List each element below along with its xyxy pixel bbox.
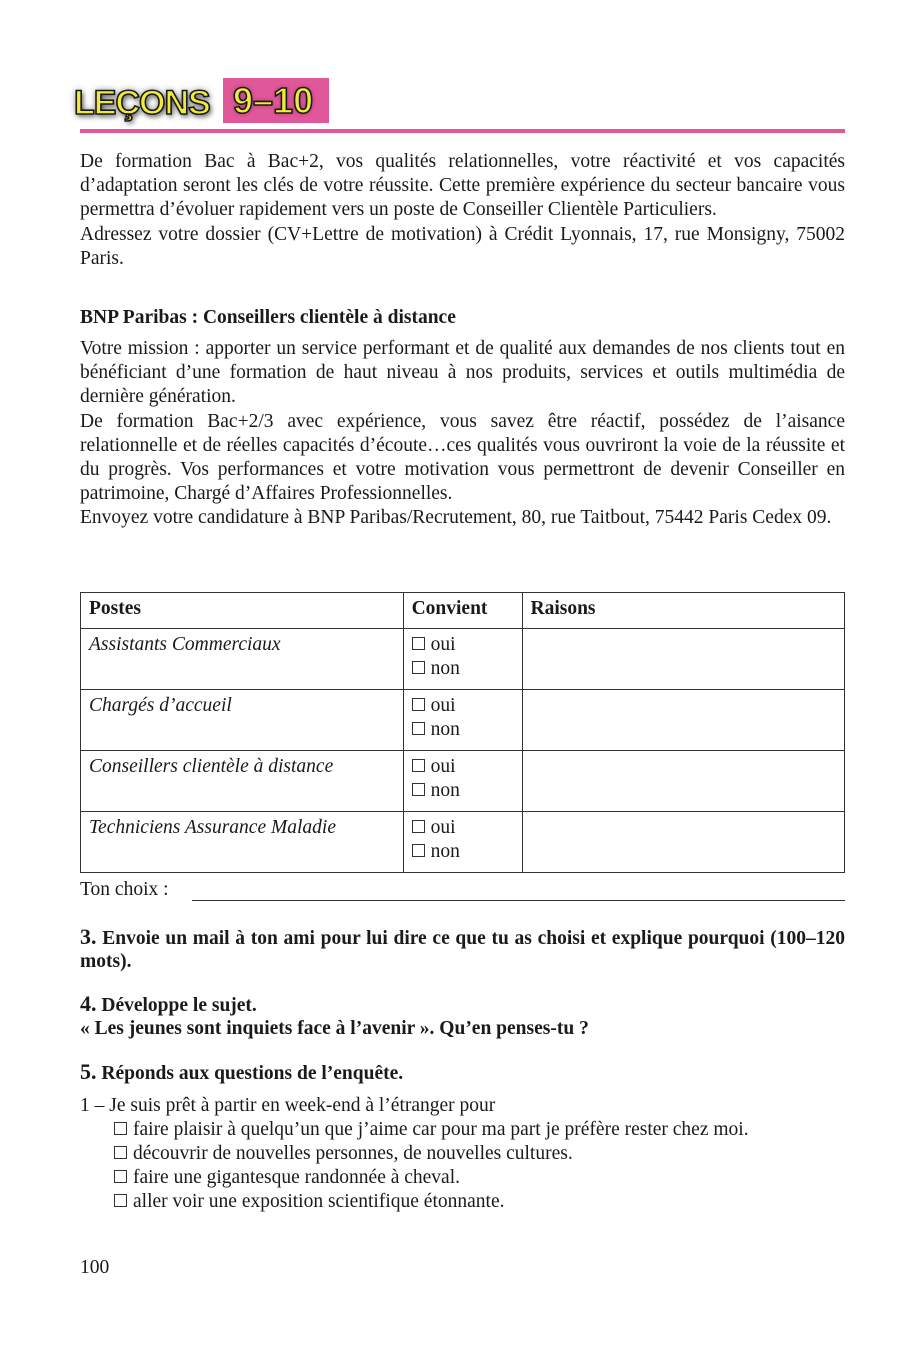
intro-text bbox=[80, 150, 845, 271]
bnp-heading: BNP Paribas : Conseillers clientèle à distance bbox=[80, 307, 456, 328]
non-option[interactable] bbox=[412, 657, 514, 681]
raisons-cell[interactable] bbox=[522, 690, 845, 751]
raisons-cell[interactable] bbox=[522, 751, 845, 812]
poste-cell: Techniciens Assurance Maladie bbox=[81, 812, 404, 873]
convient-cell bbox=[403, 690, 522, 751]
bnp-paragraph-2: De formation Bac+2/3 avec expérience, vous savez être réactif, possédez de l’aisance relationnelle et de réelles capacités d’écoute…ces qualités vous ouvriront la voie de la réussite et du progrès. Vos performances et votre motivation vous permettront de devenir Conseiller en patrimoine, Chargé d’Affaires Professionnelles. bbox=[80, 410, 845, 505]
raisons-cell[interactable] bbox=[522, 812, 845, 873]
non-label: non bbox=[430, 780, 460, 801]
task-5-number: 5. bbox=[80, 1059, 97, 1084]
option-label: aller voir une exposition scientifique étonnante. bbox=[133, 1191, 505, 1212]
checkbox[interactable] bbox=[412, 783, 425, 796]
lesson-number-box bbox=[223, 78, 329, 123]
page-number: 100 bbox=[80, 1257, 110, 1278]
non-label: non bbox=[430, 719, 460, 740]
convient-cell bbox=[403, 629, 522, 690]
oui-label: oui bbox=[430, 756, 456, 777]
task-3-number: 3. bbox=[80, 924, 97, 949]
oui-label: oui bbox=[430, 634, 456, 655]
poste-cell: Chargés d’accueil bbox=[81, 690, 404, 751]
bnp-paragraph-1: Votre mission : apporter un service performant et de qualité aux demandes de nos clients tout en bénéficiant d’une formation de haut niveau à nos produits, services et outils multimédia de dernière génération. bbox=[80, 338, 845, 408]
table-row bbox=[81, 690, 845, 751]
checkbox[interactable] bbox=[114, 1170, 127, 1183]
non-option[interactable] bbox=[412, 779, 514, 803]
poste-cell: Conseillers clientèle à distance bbox=[81, 751, 404, 812]
checkbox[interactable] bbox=[412, 844, 425, 857]
task-5-text: Réponds aux questions de l’enquête. bbox=[101, 1063, 404, 1084]
option-item[interactable] bbox=[114, 1118, 845, 1142]
task-4 bbox=[80, 992, 845, 1040]
task-3 bbox=[80, 925, 845, 973]
non-option[interactable] bbox=[412, 718, 514, 742]
checkbox[interactable] bbox=[114, 1146, 127, 1159]
checkbox[interactable] bbox=[114, 1194, 127, 1207]
oui-option[interactable] bbox=[412, 694, 514, 718]
choix-label: Ton choix : bbox=[80, 879, 169, 900]
choix-answer-line[interactable] bbox=[192, 900, 845, 901]
option-item[interactable] bbox=[114, 1190, 845, 1214]
question-text: 1 – Je suis prêt à partir en week-end à l’étranger pour bbox=[80, 1095, 496, 1116]
checkbox[interactable] bbox=[412, 661, 425, 674]
option-item[interactable] bbox=[114, 1142, 845, 1166]
bnp-section bbox=[80, 306, 845, 531]
convient-cell bbox=[403, 812, 522, 873]
checkbox[interactable] bbox=[412, 722, 425, 735]
lesson-label: LEÇONS bbox=[74, 84, 210, 122]
task-5 bbox=[80, 1060, 845, 1085]
header-postes: Postes bbox=[81, 593, 404, 629]
table-row bbox=[81, 812, 845, 873]
option-label: faire une gigantesque randonnée à cheval. bbox=[133, 1167, 461, 1188]
option-item[interactable] bbox=[114, 1166, 845, 1190]
lesson-header bbox=[74, 78, 845, 136]
oui-option[interactable] bbox=[412, 816, 514, 840]
bnp-paragraph-3: Envoyez votre candidature à BNP Paribas/Recrutement, 80, rue Taitbout, 75442 Paris Cedex 09. bbox=[80, 507, 832, 529]
survey-question-1 bbox=[80, 1094, 845, 1214]
checkbox[interactable] bbox=[412, 759, 425, 772]
non-option[interactable] bbox=[412, 840, 514, 864]
lesson-numbers: 9–10 bbox=[233, 80, 314, 121]
option-label: découvrir de nouvelles personnes, de nouvelles cultures. bbox=[133, 1143, 573, 1164]
checkbox[interactable] bbox=[114, 1122, 127, 1135]
oui-option[interactable] bbox=[412, 633, 514, 657]
task-4-subject: « Les jeunes sont inquiets face à l’avenir ». Qu’en penses-tu ? bbox=[80, 1018, 589, 1039]
convient-cell bbox=[403, 751, 522, 812]
postes-table bbox=[80, 592, 845, 873]
task-3-text: Envoie un mail à ton ami pour lui dire ce que tu as choisi et explique pourquoi (100–120 mots). bbox=[80, 928, 845, 972]
oui-label: oui bbox=[430, 817, 456, 838]
choix-field bbox=[80, 879, 845, 901]
intro-paragraph-2: Adressez votre dossier (CV+Lettre de motivation) à Crédit Lyonnais, 17, rue Monsigny, 75002 Paris. bbox=[80, 223, 845, 269]
intro-paragraph-1: De formation Bac à Bac+2, vos qualités relationnelles, votre réactivité et vos capacités d’adaptation seront les clés de votre réussite. Cette première expérience du secteur bancaire vous permettra d’évoluer rapidement vers un poste de Conseiller Clientèle Particuliers. bbox=[80, 151, 845, 221]
non-label: non bbox=[430, 841, 460, 862]
raisons-cell[interactable] bbox=[522, 629, 845, 690]
header-convient: Convient bbox=[403, 593, 522, 629]
table-row bbox=[81, 629, 845, 690]
checkbox[interactable] bbox=[412, 698, 425, 711]
oui-label: oui bbox=[430, 695, 456, 716]
checkbox[interactable] bbox=[412, 820, 425, 833]
header-raisons: Raisons bbox=[522, 593, 845, 629]
oui-option[interactable] bbox=[412, 755, 514, 779]
task-4-number: 4. bbox=[80, 991, 97, 1016]
non-label: non bbox=[430, 658, 460, 679]
table-header-row bbox=[81, 593, 845, 629]
poste-cell: Assistants Commerciaux bbox=[81, 629, 404, 690]
table-row bbox=[81, 751, 845, 812]
option-label: faire plaisir à quelqu’un que j’aime car pour ma part je préfère rester chez moi. bbox=[133, 1119, 749, 1140]
task-4-text: Développe le sujet. bbox=[101, 995, 257, 1016]
header-rule bbox=[80, 129, 845, 133]
checkbox[interactable] bbox=[412, 637, 425, 650]
